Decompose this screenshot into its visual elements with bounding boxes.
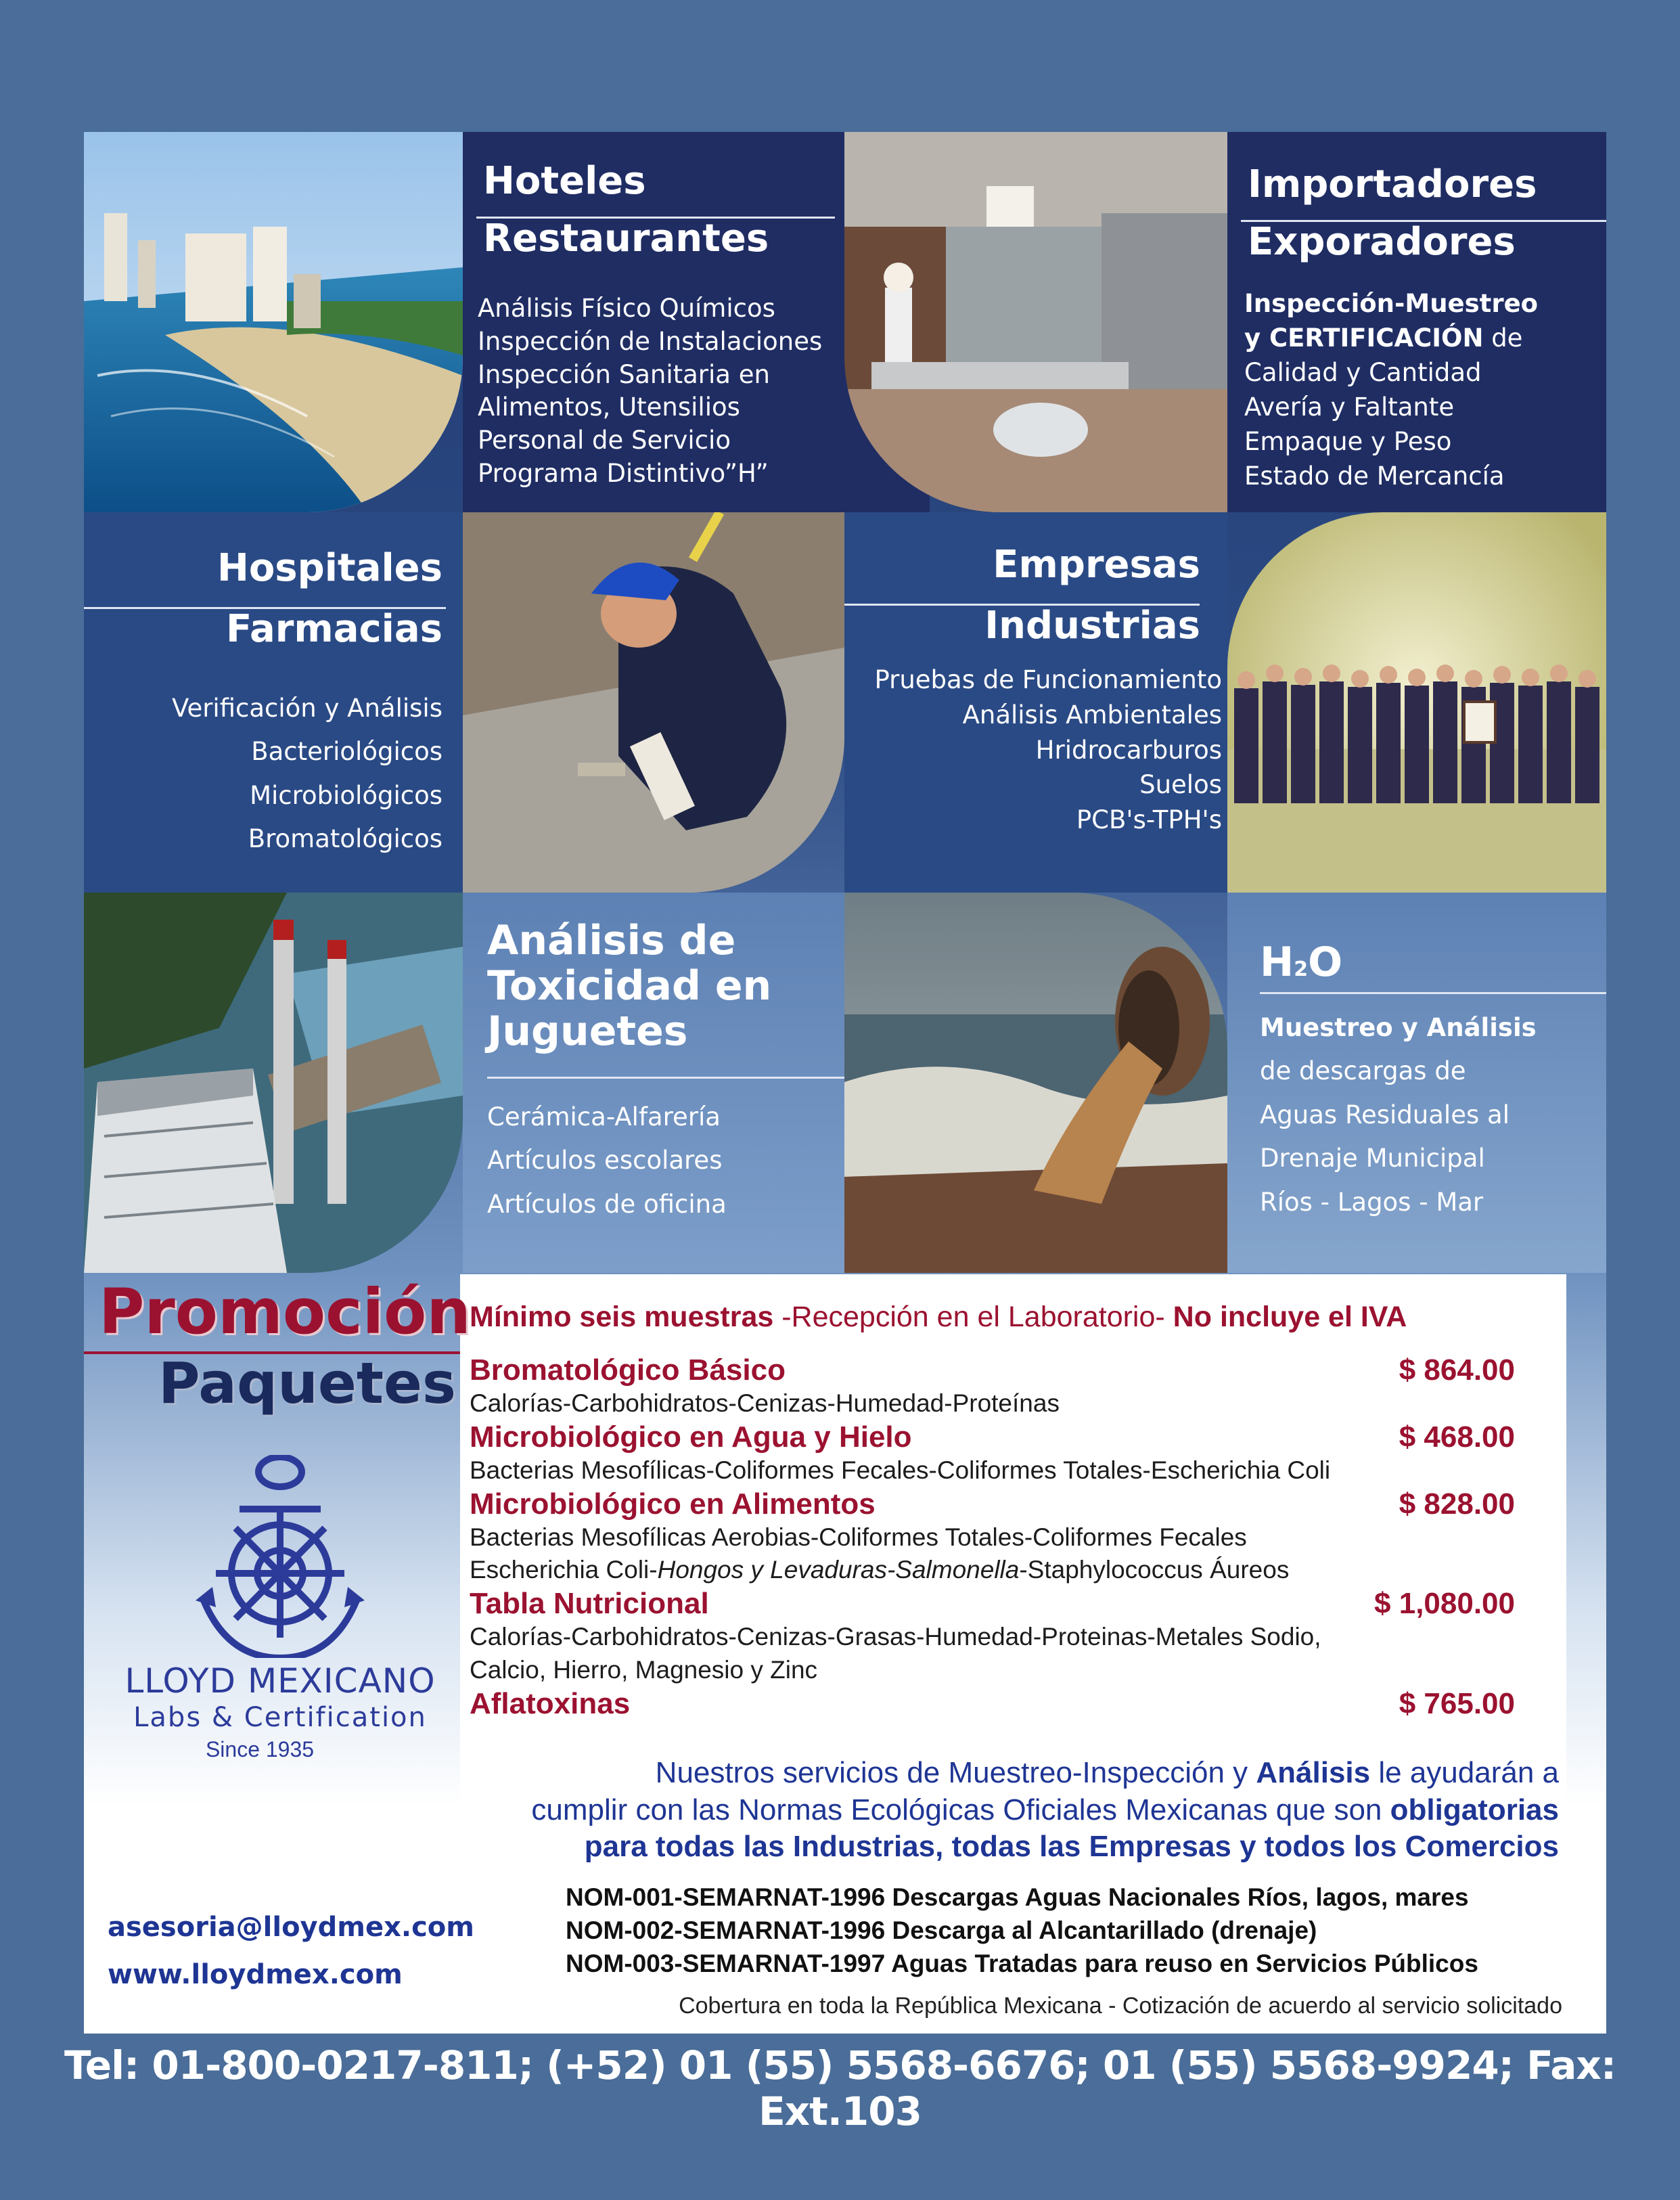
h2o-o: O (1308, 939, 1343, 986)
services-line (531, 1755, 1559, 1792)
package-price: $ 828.00 (1399, 1487, 1515, 1521)
hospitales-item: Bacteriológicos (251, 737, 442, 767)
hospitales-item: Microbiológicos (250, 780, 442, 810)
logo-name: LLOYD MEXICANO (124, 1661, 436, 1701)
package-price: $ 1,080.00 (1374, 1587, 1515, 1621)
hoteles-item: Inspección Sanitaria en (478, 359, 770, 389)
intro-iva: No incluye el IVA (1173, 1301, 1407, 1333)
hospitales-item: Verificación y Análisis (172, 694, 442, 723)
importadores-item: Calidad y Cantidad (1244, 358, 1482, 388)
tile-juguetes (463, 893, 844, 1273)
juguetes-rule (487, 1077, 844, 1079)
juguetes-title-line: Juguetes (487, 1008, 688, 1056)
norm-item: NOM-003-SEMARNAT-1997 Aguas Tratadas para reuso en Servicios Públicos (566, 1949, 1478, 1977)
services-line: para todas las Industrias, todas las Empresas y todos los Comercios (584, 1830, 1559, 1864)
anchor-wheel-icon (111, 1455, 449, 1658)
agua-line1: Muestreo y Análisis (1260, 1013, 1537, 1042)
h2o-title (1260, 939, 1342, 986)
agua-rule (1260, 992, 1606, 994)
juguetes-title-line: Toxicidad en (487, 962, 772, 1010)
package-desc: Calcio, Hierro, Magnesio y Zinc (470, 1656, 818, 1684)
importadores-item: Avería y Faltante (1244, 392, 1455, 422)
package-name: Microbiológico en Alimentos (470, 1487, 876, 1521)
wastewater-photo (844, 893, 1227, 1273)
wastewater-image (844, 893, 1227, 1273)
hoteles-item: Personal de Servicio (478, 426, 731, 455)
inspector-image (463, 512, 844, 893)
agua-item: de descargas de (1260, 1056, 1466, 1086)
package-desc: Calorías-Carbohidratos-Cenizas-Humedad-Proteínas (470, 1389, 1060, 1417)
package-desc-line2 (470, 1554, 1515, 1587)
farmacias-title: Farmacias (225, 607, 442, 651)
desc-italic: Hongos y Levaduras-Salmonella (657, 1556, 1020, 1584)
restaurantes-title: Restaurantes (483, 217, 769, 261)
importadores-list (1244, 286, 1538, 493)
website-link[interactable]: www.lloydmex.com (108, 1959, 403, 1990)
logo-sub: Labs & Certification (133, 1702, 427, 1733)
group-photo (1227, 512, 1606, 893)
hoteles-title: Hoteles (483, 159, 646, 203)
package-desc: Calorías-Carbohidratos-Cenizas-Grasas-Humedad-Proteinas-Metales Sodio, (470, 1623, 1321, 1651)
package-price: $ 864.00 (1399, 1353, 1515, 1387)
intro-mid: -Recepción en el Laboratorio- (773, 1301, 1173, 1333)
certificacion-text: y CERTIFICACIÓN (1244, 323, 1484, 353)
de-text: de (1483, 323, 1523, 353)
hospitales-list (172, 687, 442, 861)
empresas-item: Pruebas de Funcionamiento (874, 665, 1222, 694)
package-list (470, 1353, 1515, 1721)
flyer (84, 132, 1606, 2034)
services-statement (531, 1755, 1559, 1866)
hoteles-item: Análisis Físico Químicos (478, 294, 775, 323)
tile-hospitales (84, 512, 463, 893)
hoteles-item: Programa Distintivo”H” (478, 459, 769, 489)
tile-empresas (844, 512, 1227, 893)
services-text: le ayudarán a (1370, 1756, 1559, 1789)
importadores-line2 (1244, 321, 1538, 355)
paquetes-title: Paquetes (158, 1350, 456, 1416)
juguetes-list (487, 1096, 727, 1226)
beach-hotel-photo (84, 132, 463, 512)
powerplant-image (84, 893, 463, 1273)
package-desc: Bacterias Mesofílicas-Coliformes Fecales-Coliformes Totales-Escherichia Coli (470, 1456, 1331, 1484)
tile-agua (1227, 893, 1606, 1273)
desc-part: -Staphylococcus Áureos (1019, 1556, 1290, 1584)
empresas-title: Empresas (993, 543, 1200, 587)
importadores-title: Importadores (1248, 162, 1537, 206)
coverage-text: Cobertura en toda la República Mexicana - Cotización de acuerdo al servicio solicitado (679, 1993, 1562, 2019)
norm-item: NOM-002-SEMARNAT-1996 Descarga al Alcantarillado (drenaje) (566, 1916, 1317, 1944)
phone-footer: Tel: 01-800-0217-811; (+52) 01 (55) 5568-6676; 01 (55) 5568-9924; Fax: Ext.103 (64, 2042, 1616, 2134)
package-item (470, 1487, 1515, 1588)
promo-intro (470, 1301, 1407, 1334)
services-text: cumplir con las Normas Ecológicas Oficiales Mexicanas que son (531, 1793, 1390, 1826)
package-name: Bromatológico Básico (470, 1353, 786, 1387)
empresas-item: Suelos (1139, 770, 1222, 800)
email-link[interactable]: asesoria@lloydmex.com (108, 1912, 474, 1943)
agua-item: Drenaje Municipal (1260, 1144, 1485, 1173)
package-price: $ 468.00 (1399, 1420, 1515, 1454)
powerplant-photo (84, 893, 463, 1273)
exportadores-title: Exporadores (1248, 220, 1516, 264)
inspector-photo (463, 512, 844, 893)
desc-part: Escherichia Coli- (470, 1556, 658, 1584)
package-desc: Bacterias Mesofílicas Aerobias-Coliformes Totales-Coliformes Fecales (470, 1523, 1247, 1551)
logo-since: Since 1935 (205, 1737, 315, 1761)
norm-item: NOM-001-SEMARNAT-1996 Descargas Aguas Nacionales Ríos, lagos, mares (566, 1883, 1469, 1911)
beach-hotel-image (84, 132, 463, 512)
package-item (470, 1587, 1515, 1687)
juguetes-title-line: Análisis de (487, 917, 736, 964)
package-item (470, 1353, 1515, 1420)
hospitales-title: Hospitales (217, 546, 442, 590)
importadores-item: Estado de Mercancía (1244, 462, 1505, 491)
tile-importadores (1227, 132, 1606, 512)
h2o-h: H (1260, 939, 1294, 986)
package-item (470, 1687, 1515, 1721)
empresas-item: Análisis Ambientales (962, 700, 1222, 729)
hoteles-list (478, 292, 822, 491)
promo-title: Promoción (99, 1276, 471, 1348)
package-price: $ 765.00 (1399, 1686, 1515, 1720)
juguetes-item: Cerámica-Alfarería (487, 1102, 721, 1131)
agua-item: Ríos - Lagos - Mar (1260, 1187, 1484, 1217)
services-bold: obligatorias (1390, 1793, 1559, 1826)
empresas-item: Hridrocarburos (1035, 735, 1222, 765)
hoteles-item: Inspección de Instalaciones (478, 326, 823, 356)
kitchen-photo (844, 132, 1227, 512)
agua-list (1260, 1006, 1537, 1224)
kitchen-image (844, 132, 1227, 512)
services-bold: Análisis (1256, 1756, 1371, 1789)
package-name: Tabla Nutricional (470, 1587, 709, 1621)
norms-list (566, 1881, 1478, 1980)
services-text: Nuestros servicios de Muestreo-Inspección y (655, 1756, 1256, 1789)
empresas-item: PCB's-TPH's (1076, 805, 1222, 835)
juguetes-title (487, 918, 771, 1055)
lloyd-logo (111, 1455, 449, 1658)
services-line (531, 1792, 1559, 1829)
hoteles-item: Alimentos, Utensilios (478, 392, 740, 422)
group-image (1227, 512, 1606, 893)
hospitales-item: Bromatológicos (248, 824, 442, 854)
juguetes-item: Artículos escolares (487, 1146, 723, 1175)
agua-item: Aguas Residuales al (1260, 1100, 1509, 1129)
juguetes-item: Artículos de oficina (487, 1189, 727, 1219)
package-name: Aflatoxinas (470, 1686, 631, 1720)
package-name: Microbiológico en Agua y Hielo (470, 1420, 912, 1454)
importadores-item: Empaque y Peso (1244, 427, 1452, 457)
importadores-line1: Inspección-Muestreo (1244, 289, 1539, 318)
industrias-title: Industrias (984, 604, 1200, 648)
intro-min: Mínimo seis muestras (470, 1301, 774, 1333)
empresas-list (874, 663, 1222, 838)
package-item (470, 1420, 1515, 1487)
h2o-sub: 2 (1294, 958, 1309, 981)
